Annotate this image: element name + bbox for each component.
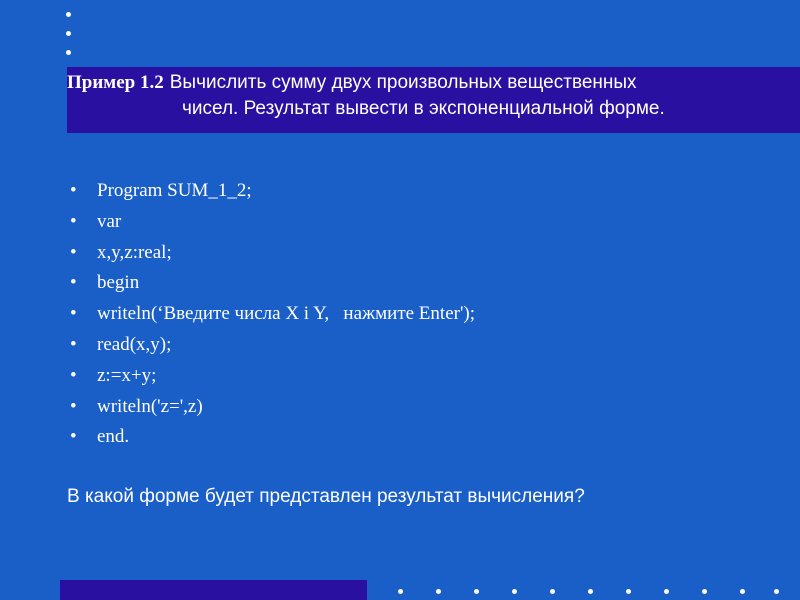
code-line	[70, 424, 475, 455]
decorative-dot	[66, 31, 71, 36]
bullet-icon: •	[70, 272, 77, 294]
code-line-text: begin	[97, 272, 140, 294]
bottom-band	[60, 580, 367, 600]
code-line-text: writeln('z=',z)	[97, 395, 203, 417]
title-line-2: чисел. Результат вывести в экспоненциальной форме.	[182, 98, 665, 119]
code-line-text: var	[97, 210, 122, 232]
decorative-dot	[588, 589, 593, 594]
bullet-icon: •	[70, 241, 77, 263]
bullet-icon: •	[70, 333, 77, 355]
bullet-icon: •	[70, 364, 77, 386]
decorative-dot	[512, 589, 517, 594]
decorative-dot	[474, 589, 479, 594]
title-band	[67, 67, 800, 133]
decorative-dot	[550, 589, 555, 594]
decorative-dot	[626, 589, 631, 594]
code-line	[70, 178, 475, 209]
code-line-text: read(x,y);	[97, 333, 172, 355]
decorative-dot	[664, 589, 669, 594]
question-text: В какой форме будет представлен результат вычисления?	[67, 486, 585, 507]
code-line	[70, 270, 475, 301]
code-line	[70, 363, 475, 394]
code-line-text: end.	[97, 426, 130, 448]
code-line	[70, 332, 475, 363]
decorative-dot	[398, 589, 403, 594]
code-line-text: x,y,z:real;	[97, 241, 172, 263]
bottom-dots	[390, 586, 800, 596]
title-text-1: Вычислить сумму двух произвольных вещественных	[169, 72, 637, 93]
decorative-dot	[740, 589, 745, 594]
decorative-dot	[702, 589, 707, 594]
example-number: Пример 1.2	[67, 72, 164, 93]
decorative-dot	[436, 589, 441, 594]
code-line	[70, 209, 475, 240]
bullet-icon: •	[70, 210, 77, 232]
code-line-text: Program SUM_1_2;	[97, 180, 252, 201]
bullet-icon: •	[70, 303, 77, 325]
bullet-icon: •	[70, 180, 77, 201]
title-line-1	[67, 72, 637, 94]
bullet-icon: •	[70, 426, 77, 448]
code-line	[70, 240, 475, 271]
code-line	[70, 394, 475, 425]
decorative-dot	[774, 589, 779, 594]
decorative-dot	[66, 50, 71, 55]
code-line-text: writeln(‘Введите числа X i Y, нажмите Enter');	[97, 303, 475, 325]
top-left-dots	[66, 6, 78, 58]
code-listing	[70, 178, 475, 455]
code-line-text: z:=x+y;	[97, 364, 157, 386]
bullet-icon: •	[70, 395, 77, 417]
decorative-dot	[66, 12, 71, 17]
code-line	[70, 301, 475, 332]
